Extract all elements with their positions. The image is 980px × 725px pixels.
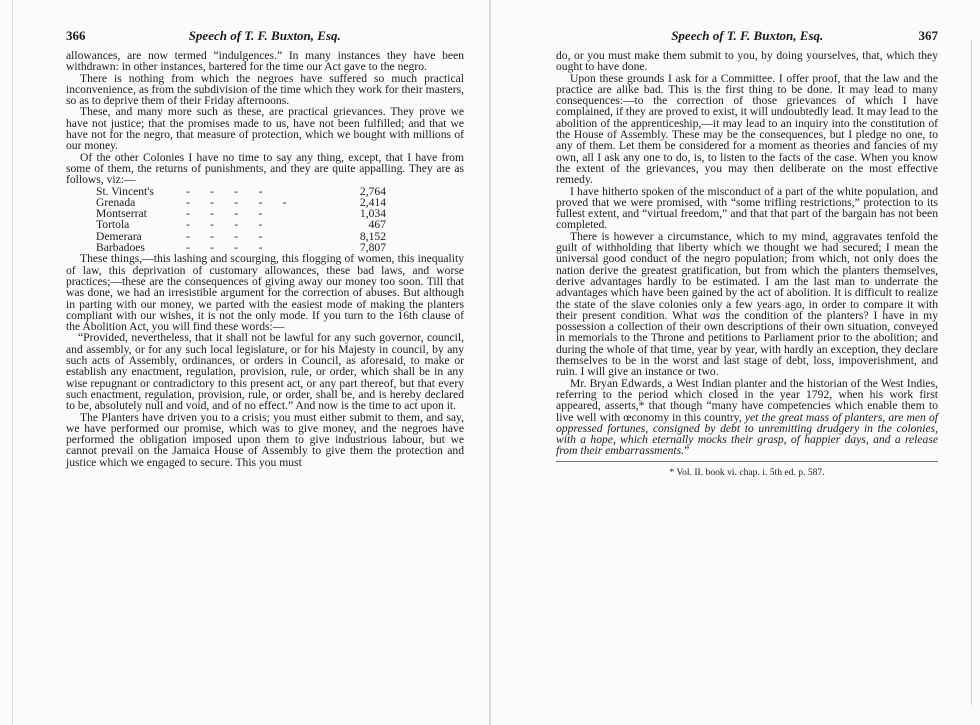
text-run: There is however a circumstance, which to my mind, aggravates tenfold the guilt of withholding that liberty which we thought we had secured; I mean the universal good conduct of the negro population; from which, not only does the nation derive the greatest gratification, but from which the planters themselves, derive advantages hardly to be estimated. I am the last man to underrate the advantages which have been gained by the act of abolition. It is difficult to realize the state of the slave colonies only a few years ago, in order to compare it with their present condition. What	[556, 229, 938, 322]
leader-dashes: - - - -	[186, 184, 263, 198]
paragraph: These, and many more such as these, are practical grievances. They prove we have not justice; that the promises made to us, have not been fulfilled; and that we have not for the negro, that measure of protection, which we bought with millions of our money.	[66, 105, 464, 153]
right-page-body	[556, 50, 938, 478]
emphasis-quote: yet the great mass of planters, are men of oppressed fortunes, consigned by debt to unremitting drudgery in the colonies, with a hope, which eternally mocks their grasp, of happier days, and a release from their embarrassments.	[556, 410, 938, 458]
page-edge-shadow-right	[971, 40, 972, 705]
paragraph: There is nothing from which the negroes have suffered so much practical inconvenience, as from the subdivision of the time which they work for their masters, so as to deprive them of their Friday afternoons.	[66, 71, 464, 108]
left-page-header	[66, 28, 464, 50]
page-number-left: 366	[66, 28, 86, 43]
paragraph: do, or you must make them submit to you, by doing yourselves, that, which they ought to have done.	[556, 49, 938, 74]
colony-name: St. Vincent's	[96, 184, 154, 198]
colony-name: Barbadoes	[96, 241, 145, 255]
paragraph	[556, 231, 938, 378]
leader-dashes: - - - - -	[186, 195, 287, 209]
punishment-count: 2,414	[359, 195, 386, 209]
colony-name: Tortola	[96, 218, 130, 232]
text-run: Mr. Bryan Edwards, a West Indian planter and the historian of the West Indies, referring to the period which closed in the year 1792, when his work first appeared, asserts,* that though “many have competencies which enable them to live well with œconomy in this country,	[556, 376, 938, 424]
right-page-header	[556, 28, 938, 50]
text-run: ”	[684, 444, 690, 458]
left-page-body	[66, 50, 464, 468]
paragraph: I have hitherto spoken of the misconduct of a part of the white population, and proved that we were promised, with “some trifling restrictions,” protection to its fullest extent, and “virtual freedom,” and that that part of the bargain has not been completed.	[556, 184, 938, 232]
page-number-right: 367	[918, 28, 938, 43]
paragraph: allowances, are now termed “indulgences.” In many instances they have been withdrawn: in other instances, bartered for the time our Act gave to the negro.	[66, 49, 464, 74]
leader-dashes: - - - -	[186, 229, 263, 243]
running-title-left: Speech of T. F. Buxton, Esq.	[188, 28, 341, 43]
paragraph	[556, 378, 938, 457]
paragraph: Upon these grounds I ask for a Committee. I offer proof, that the law and the practice are alike bad. This is the first thing to be done. It may lead to many consequences:—to the correction of those grievances of which I have complained, if they are proved to exist, it will undoubtedly lead. It may lead to the abolition of the apprenticeship,—it may lead to an inquiry into the constitution of the House of Assembly. These may be the consequences, but I pledge no one, to any of them. Let them be considered for a moment as theories and fancies of my own, all I ask any one to do, is, to listen to the facts of the case. When you know the extent of the grievances, you may then deliberate on the most effective remedy.	[556, 71, 938, 187]
footnote: * Vol. II. book vi. chap. i. 5th ed. p. 587.	[669, 466, 825, 478]
leader-dashes: - - - -	[186, 207, 263, 221]
punishment-count: 8,152	[359, 229, 386, 243]
emphasis: was	[702, 308, 721, 322]
leader-dashes: - - - -	[186, 218, 263, 232]
right-page	[490, 0, 980, 725]
punishments-table	[96, 186, 386, 254]
punishment-count: 2,764	[359, 184, 386, 198]
paragraph: Of the other Colonies I have no time to say any thing, except, that I have from some of them, the returns of punishments, and they are quite appalling. They are as follows, viz:—	[66, 150, 464, 187]
leader-dashes: - - - -	[186, 241, 263, 255]
paragraph: The Planters have driven you to a crisis; you must either submit to them, and say, we have performed our promise, which was to give money, and the negroes have performed the obligation imposed upon them to give industrious labour, but we cannot prevail on the Jamaica House of Assembly to give them the protection and justice which we engaged to secure. This you must	[66, 410, 464, 469]
colony-name: Grenada	[96, 195, 136, 209]
text-run: the condition of the planters? I have in my possession a collection of their own descriptions of their own situation, conveyed in memorials to the Throne and petitions to Parliament prior to the abolition; and during the whole of that time, year by year, with hardly an exception, they declare themselves to be in the worst and last stage of debt, loss, impoverishment, and ruin. I will give an instance or two.	[556, 308, 938, 379]
punishment-count: 1,034	[359, 207, 386, 221]
paragraph: These things,—this lashing and scourging, this flogging of women, this inequality of law, this deprivation of customary allowances, these bad laws, and worse practices;—these are the consequences of giving away our money too soon. Till that was done, we had an irresistible argument for the correction of abuses. But although in parting with our money, we parted with the easiest mode of making the planters compliant with our wishes, it is not the only mode. If you turn to the 16th clause of the Abolition Act, you will find these words:—	[66, 252, 464, 334]
running-title-right: Speech of T. F. Buxton, Esq.	[671, 28, 824, 43]
punishment-count: 7,807	[359, 241, 386, 255]
colony-name: Demerara	[96, 229, 142, 243]
footnote-rule	[556, 461, 938, 462]
punishment-count: 467	[368, 218, 386, 232]
colony-name: Montserrat	[96, 207, 147, 221]
quotation-paragraph: “Provided, nevertheless, that it shall not be lawful for any such governor, council, and assembly, or for any such local legislature, or for his Majesty in council, by any such acts of Assembly, ordinances, or orders in Council, as aforesaid, to make or establish any enactment, regulation, provision, rule, or order, which shall be in any wise repugnant or contradictory to this present act, or any part thereof, but that every such enactment, regulation, provision, rule, or order, shall be, and is hereby declared to be, absolutely null and void, and of no effect.” And now is the time to act upon it.	[66, 331, 464, 413]
